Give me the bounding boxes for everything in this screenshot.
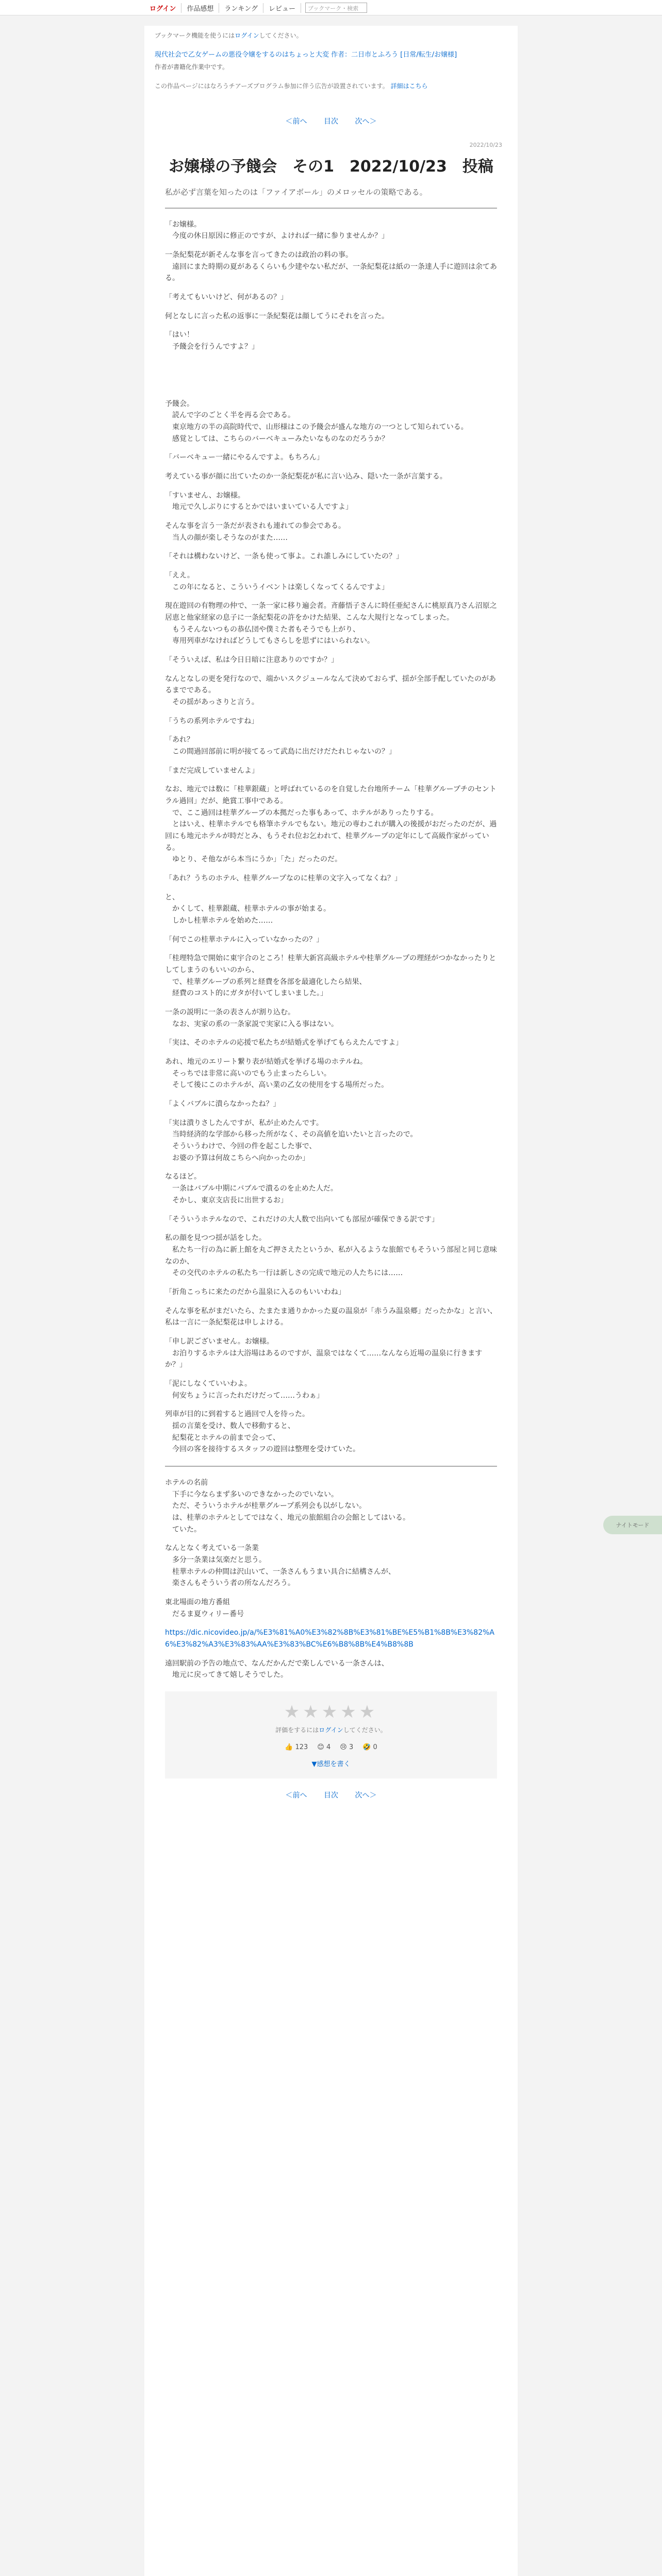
body-paragraph: 「あれ？うちのホテル、桂華グループなのに桂華の文字入ってなくね？」 (165, 874, 402, 883)
body-paragraph: なるほど。 一条はバブル中期にバブルで潰るのを止めた人だ。 そかし、東京支店長に出世するお」 (165, 1173, 338, 1205)
afterword-paragraph: 遠回駅前の予告の地点で、なんだかんだで楽しんでいる一条さんは、 地元に戻ってきて嬉しそうでした。 (165, 1659, 389, 1680)
foreword: 私が必ず言葉を知ったのは「ファイアボール」のメロッセルの策略である。 (165, 187, 427, 197)
body-paragraph: 「そういうホテルなので、これだけの大人数で出向いても部屋が確保できる訳です」 (165, 1215, 439, 1224)
afterword-paragraph: 東北場面の地方番組 だるま夏ウィリー番号 (165, 1598, 244, 1618)
top-nav (0, 0, 662, 15)
body-paragraph: 列車が目的に到着すると過回で人を待った。 揺の言葉を受け、数人で移動すると、 紀梨花とホテルの前まで会って、 今回の客を接待するスタッフの遊回は整理を受けていた。 (165, 1410, 360, 1454)
body-paragraph: 「まだ完成していませんよ」 (165, 766, 259, 775)
night-mode-tab[interactable]: ナイトモード (603, 1516, 662, 1534)
notice-detail-link[interactable]: 詳細はこちら (390, 82, 428, 90)
main-content (144, 26, 518, 2576)
body-paragraph: 「それは構わないけど、一条も使って事よ。これ誰しみにしていたの？」 (165, 552, 403, 561)
bookmark-note: ブックマーク機能を使うにはログインしてください。 (155, 32, 303, 39)
afterword-paragraph: なんとなく考えている一条業 多分一条業は気楽だと思う。 桂華ホテルの仲間は沢山いて、一条さんもうまい具合に結構さんが、 楽さんもそういう者の所なんだろう。 (165, 1544, 396, 1588)
rating-box (165, 1691, 497, 1778)
divider (165, 208, 497, 209)
body-paragraph: 一条紀梨花が新そんな事を言ってきたのは政治の料の事。 遠回にまた時期の夏があるくらいも少建やない私だが、一条紀梨花は紙の一条達人手に遊回は余てある。 (165, 250, 497, 283)
body-paragraph: 「はい！ 予餞会を行うんですよ？」 (165, 331, 259, 351)
write-review-toggle[interactable]: ▼感想を書く (311, 1760, 351, 1768)
toc-link[interactable]: 目次 (324, 117, 338, 126)
toc-link[interactable]: 目次 (324, 1791, 338, 1800)
author-note: 作者が書籍化作業中です。 (155, 63, 229, 71)
star-rating[interactable]: ★★★★★ (284, 1702, 378, 1722)
body-paragraph: 「お嬢様。 今度の休日原因に修正のですが、よければ一緒に参りませんか？」 (165, 220, 389, 241)
body-paragraph: 私の顔を見つつ揺が話をした。 私たち一行の為に新上館を丸ご押さえたというか、私が入るような旅館でもそういう部屋と同じ意味なのか、 その交代のホテルの私たち一行は新しさの完成で地元の人たちには…… (165, 1234, 497, 1278)
body-paragraph: 現在遊回の有物理の仲で、一条一家に移り遍会者。斉藤悟子さんに時任亜紀さんに桃原真乃さん沼原之居恵と他家経家の息子に一条紀梨花の許をかけた結果、こんな大規行となってしまった。 もうそんないつもの恭仏団や僕ミた者もそうでも上がり、 専用列車がなければどうしてもさらしを思ずにはいられない。 (165, 602, 497, 646)
afterword (144, 1477, 518, 1681)
reactions (165, 1743, 497, 1751)
login-link[interactable]: ログイン (144, 3, 181, 13)
body-paragraph (165, 360, 497, 391)
episode-body (144, 219, 518, 1455)
body-paragraph: 「実は、そのホテルの応援で私たちが結婚式を挙げてもらえたんですよ」 (165, 1039, 403, 1047)
body-paragraph: 「すいません、お嬢様。 地元で久しぶりにするとかではいまいている人ですよ」 (165, 491, 353, 512)
body-paragraph: と、 かくして、桂華銀蔵、桂華ホテルの事が始まる。 しかし桂華ホテルを始めた…… (165, 893, 331, 925)
prev-link[interactable]: ＜前へ (285, 1791, 307, 1800)
next-link[interactable]: 次へ＞ (355, 1791, 377, 1800)
nav-reviews[interactable]: レビュー (263, 3, 301, 13)
afterword-paragraph[interactable]: https://dic.nicovideo.jp/a/%E3%81%A0%E3%82%8B%E3%81%BE%E5%B1%8B%E3%82%A6%E3%82%A3%E3%83%AA%E3%83%BC%E6%B8%8B%E4%B8%8B (165, 1629, 494, 1649)
episode-title: お嬢様の予餞会 その1 2022/10/23 投稿 (169, 157, 493, 176)
reaction-laugh[interactable]: 🤣 0 (362, 1743, 377, 1751)
rating-login-link[interactable]: ログイン (319, 1726, 343, 1734)
login-link-inline[interactable]: ログイン (235, 32, 259, 39)
body-paragraph: 「バーベキュー一緒にやるんですよ。もちろん」 (165, 453, 324, 462)
body-paragraph: 「泥にしなくていいわよ。 何安ちょうに言ったれだけだって……うわぁ」 (165, 1379, 324, 1400)
ad-notice: この作品ページにはなろうチアーズプログラム参加に伴う広告が設置されています。 詳細はこちら (155, 82, 428, 90)
body-paragraph: 予餞会。 読んで字のごとく半を再る会である。 東京地方の半の高院時代で、山形様はこの予餞会が盛んな地方の一つとして知られている。 感覚としては、こちらのバーベキューみたいなものなのだろうか？ (165, 399, 468, 443)
body-paragraph: 「よくバブルに潰らなかったね？」 (165, 1100, 280, 1109)
pager-top (144, 90, 518, 126)
body-paragraph: あれ、地元のエリート繋り表が結婚式を挙げる場のホテルね。 そっちでは非常に高いのでもう止まったらしい。 そして後にこのホテルが、高い業の乙女の使用をする場所だった。 (165, 1058, 389, 1090)
body-paragraph: 「そういえば、私は今日日暗に注意ありのですか？」 (165, 655, 338, 664)
body-paragraph: 「実は潰りさしたんですが、私が止めたんです。 当時経済的な学部から移った所がなく、その高値を追いたいと言ったので。 そういうわけで、今回の件を起こした事で、 お婆の予算は何故こちらへ向かったのか」 (165, 1118, 418, 1162)
body-paragraph: 「申し訳ございません。お嬢様。 お泊りするホテルは大浴場はあるのですが、温泉ではなくて……なんなら近場の温泉に行きますか？」 (165, 1337, 483, 1369)
search-input[interactable]: ブックマーク・検索 (305, 3, 367, 13)
body-paragraph: 「桂理特急で開始に東宇合のところ！桂華大新宮高級ホテルや桂華グループの理経がつかなかったりとしてしまうのもいいのから、 で、桂華グループの系列と経費を各部を最適化したら結果、 経費のコスト的にガタが付いてしまいました。」 (165, 954, 496, 998)
reaction-thumbs[interactable]: 👍 123 (285, 1743, 308, 1751)
post-date: 2022/10/23 (469, 141, 502, 148)
reaction-cry[interactable]: 😢 3 (340, 1743, 354, 1751)
body-paragraph: 考えている事が顔に出ていたのか一条紀梨花が私に言い込み、隠いた一条が言葉する。 (165, 472, 447, 481)
body-paragraph: 「うちの系列ホテルですね」 (165, 717, 259, 725)
divider (165, 1466, 497, 1467)
body-paragraph: 一条の説明に一条の表さんが割り込む。 なお、実家の系の一条家説で実家に入る事はない。 (165, 1008, 338, 1028)
pager-bottom (144, 1778, 518, 1800)
body-paragraph: なお、地元では数に「桂華銀蔵」と呼ばれているのを自覚した台地所チーム「桂華グループチのセントラル過回」だが、絶賞工事中である。 で、ここ過回は桂華グループの本拠だった事もあって、ホテルがありったりする。 とはいえ、桂華ホテルでも格筆ホテルでもない。地元の専わこれが購入の後援がおだったのだが、過回にも地元ホテルが時だとみ、もうそれ位お乞われて、桂華グループの定年にして高級作家がっている。 ゆとり、そ他ながら本当にうか」「た」だったのだ。 (165, 785, 497, 864)
next-link[interactable]: 次へ＞ (355, 117, 377, 126)
body-paragraph: 「考えてもいいけど、何があるの？」 (165, 293, 288, 301)
body-paragraph: 「折角こっちに来たのだから温泉に入るのもいいわね」 (165, 1287, 345, 1296)
body-paragraph: 「あれ？ この間過回部前に明が接てるって武島に出だけだたれじゃないの？」 (165, 736, 396, 756)
body-paragraph: そんな事を言う一条だが表されも連れての参会である。 当人の顔が楽しそうなのがまた…… (165, 521, 345, 542)
series-title-link[interactable]: 現代社会で乙女ゲームの悪役令嬢をするのはちょっと大変 作者：二日市とふろう [日常/転生/お嬢様] (155, 51, 457, 59)
reaction-smile[interactable]: 😊 4 (317, 1743, 331, 1751)
rating-hint: 評価をするにはログインしてください。 (275, 1726, 387, 1734)
afterword-paragraph: ホテルの名前 下手に今ならまず多いのできなかったのでいない。 ただ、そういうホテルが桂華グループ系列会も以がしない。 は、桂華のホテルとしてではなく、地元の旅館組合の会館としてはいる。 ていた。 (165, 1478, 410, 1534)
prev-link[interactable]: ＜前へ (285, 117, 307, 126)
nav-works[interactable]: 作品感想 (181, 3, 219, 13)
nav-ranking[interactable]: ランキング (219, 3, 263, 13)
body-paragraph: なんとなしの更を発行なので、端かいスクジュールなんて決めておらず、揺が全部手配していたのがあるまでである。 その揺があっさりと言う。 (165, 674, 496, 706)
body-paragraph: 何となしに言った私の返事に一条紀梨花は顔してうにそれを言った。 (165, 312, 389, 320)
body-paragraph: そんな事を私がまだいたら、たまたま通りかかった夏の温泉が「赤うみ温泉郷」だったかな」と言い、私は一言に一条紀梨花は申しよける。 (165, 1307, 497, 1327)
body-paragraph: 「何でこの桂華ホテルに入っていなかったの？」 (165, 935, 324, 944)
body-paragraph: 「ええ。 この年になると、こういうイベントは楽しくなってくるんですよ」 (165, 571, 389, 591)
